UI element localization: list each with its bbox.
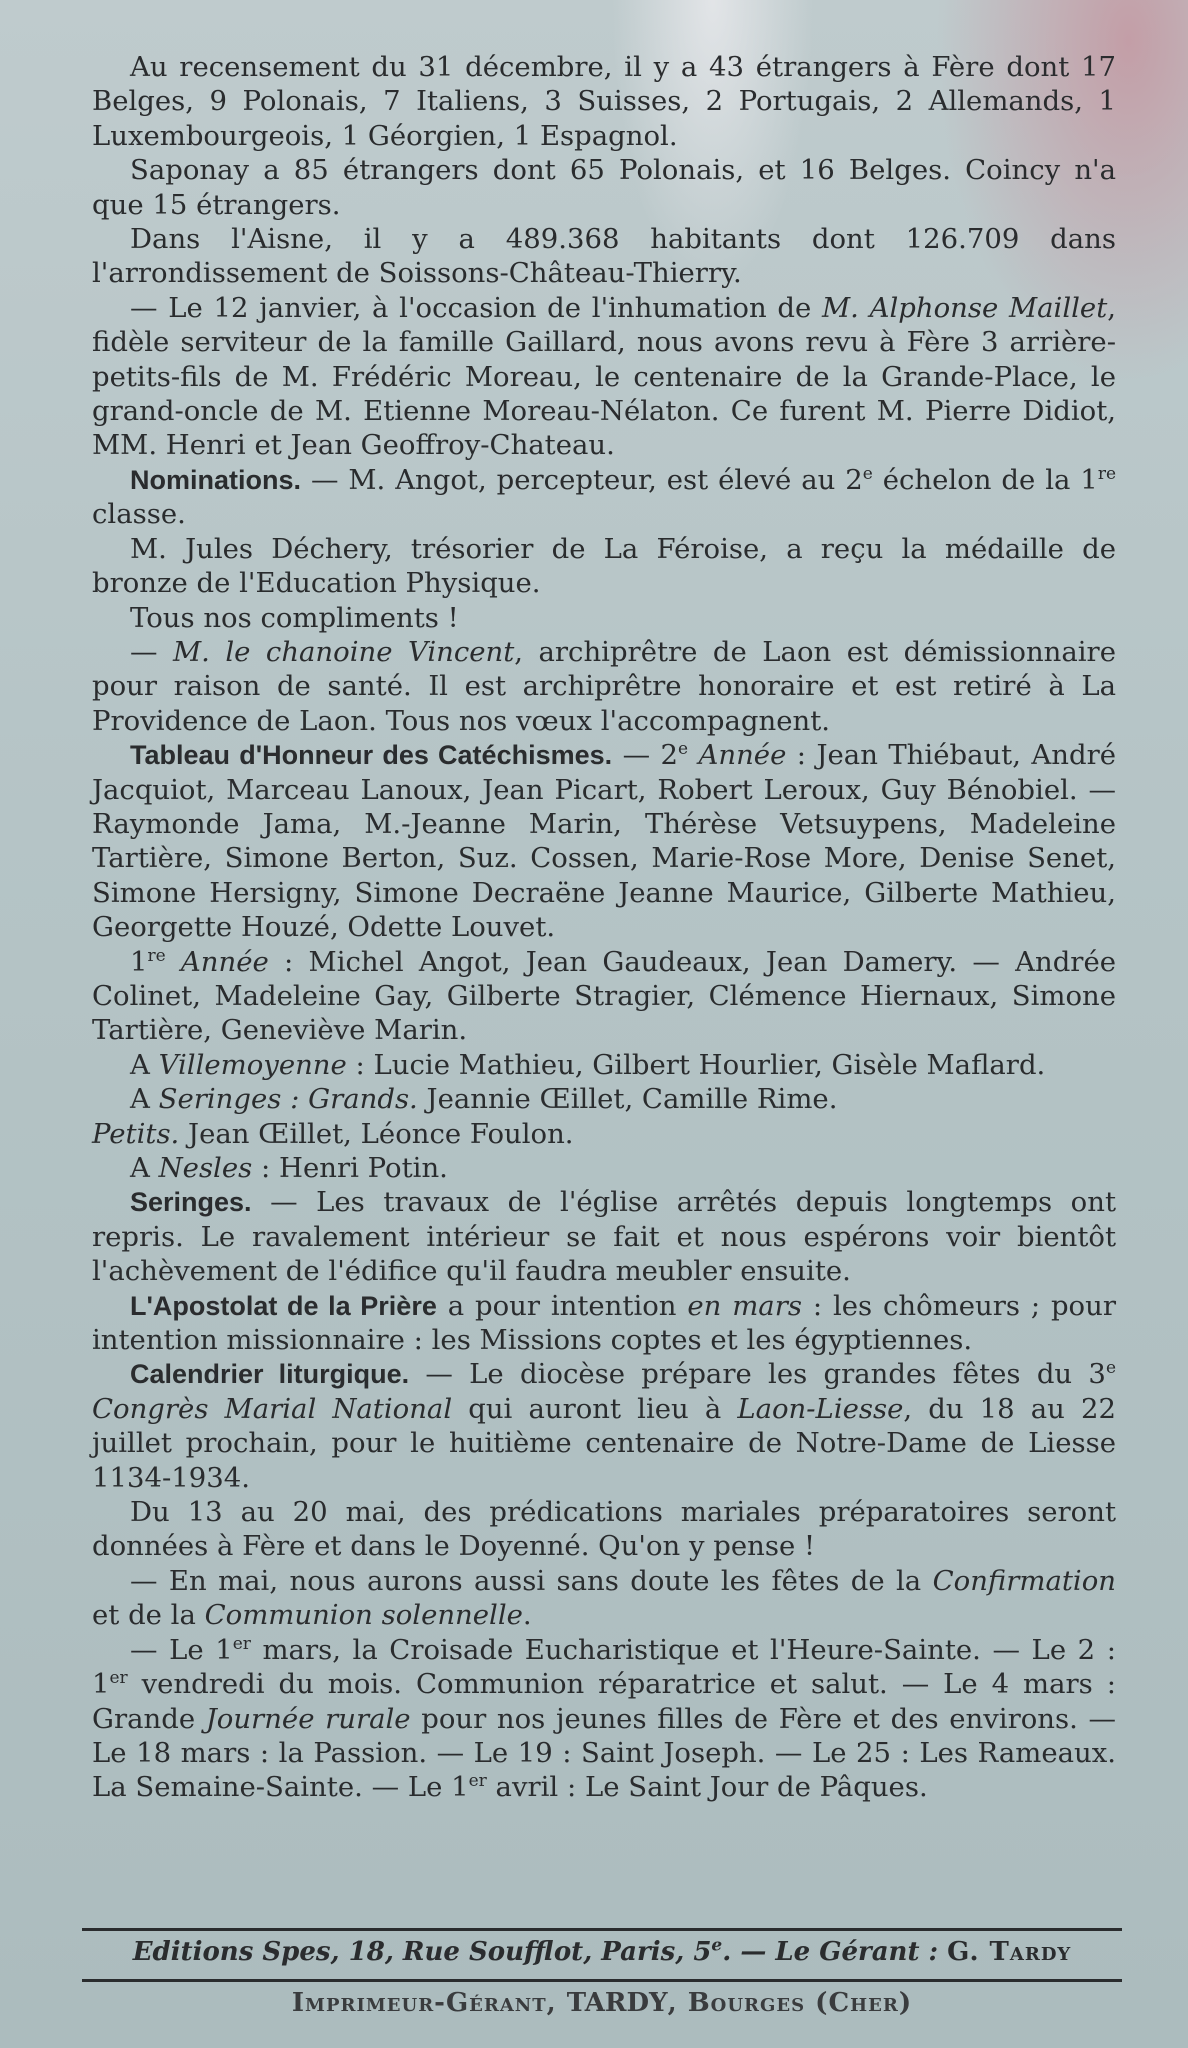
seringes-prefix: A (130, 1083, 159, 1116)
nominations-text-c: classe. (92, 498, 186, 531)
paragraph-calendrier (92, 1357, 1116, 1495)
apostolat-heading: L'Apostolat de la Prière (130, 1290, 437, 1321)
paragraph-seringes-petits (92, 1117, 1116, 1151)
imprint-name: TARDY (566, 1988, 668, 2018)
tableau-sup: e (678, 738, 689, 759)
calendrier-heading: Calendrier liturgique. (130, 1359, 410, 1390)
paragraph-mars (92, 1633, 1116, 1805)
imprint-text-b: , Bourges (Cher) (667, 1988, 913, 2018)
first-year-label: Année (165, 945, 269, 978)
villemoyenne-prefix: A (130, 1048, 159, 1081)
paragraph-saponay (92, 153, 1116, 222)
seringes-grands-text: Jeannie Œillet, Camille Rime. (417, 1083, 838, 1116)
paragraph-mai (92, 1564, 1116, 1633)
mars-text-d: pour nos jeunes filles de Fère et des environs. — Le 18 mars : la Passion. — Le 19 : Saint Joseph. — Le 25 : Les Rameaux. La Semaine-Sainte. — Le 1 (92, 1702, 1116, 1804)
inhumation-text-b: , fidèle serviteur de la famille Gaillard, nous avons revu à Fère 3 arrière-petits-fils de M. Frédéric Moreau, le centenaire de la Grande-Place, le grand-oncle de M. Etienne Moreau-Nélaton. Ce furent M. Pierre Didiot, MM. Henri et Jean Geoffroy-Chateau. (92, 291, 1116, 462)
paragraph-nominations (92, 463, 1116, 532)
calendrier-text-b: qui auront lieu à (452, 1392, 738, 1425)
paragraph-nesles (92, 1151, 1116, 1185)
inhumation-name: M. Alphonse Maillet (822, 291, 1108, 324)
nominations-text-b: échelon de la 1 (872, 463, 1098, 496)
mars-sup-1: er (232, 1633, 251, 1654)
mars-text-e: avril : Le Saint Jour de Pâques. (486, 1771, 928, 1804)
nesles-text: : Henri Potin. (252, 1152, 448, 1184)
imprint-line (82, 1988, 1122, 2018)
mars-text-b: mars, la Croisade Eucharistique et l'Heure-Sainte. — Le 2 : 1 (92, 1633, 1117, 1701)
calendrier-text-c: , du 18 au 22 juillet prochain, pour le huitième centenaire de Notre-Dame de Liesse 1134-1934. (92, 1392, 1117, 1494)
apostolat-month: en mars (687, 1289, 802, 1322)
calendrier-congres: Congrès Marial National (92, 1392, 453, 1425)
mai-text-b: et de la (92, 1599, 205, 1632)
mars-text-c: vendredi du mois. Communion réparatrice et salut. — Le 4 mars : Grande (92, 1668, 1116, 1735)
mai-text-c: . (522, 1599, 532, 1632)
paragraph-apostolat (92, 1289, 1116, 1358)
manager-name: G. Tardy (947, 1937, 1072, 1967)
paragraph-inhumation (92, 291, 1116, 463)
paragraph-predications (92, 1495, 1116, 1564)
villemoyenne-place: Villemoyenne (158, 1048, 347, 1081)
paragraph-dechery (92, 532, 1116, 601)
vincent-name: M. le chanoine Vincent (172, 635, 515, 668)
first-year-number: 1 (130, 945, 148, 978)
calendrier-text-a: — Le diocèse prépare les grandes fêtes du 3 (409, 1358, 1106, 1391)
publisher-sep: . — Le Gérant : (722, 1937, 948, 1967)
publisher-text: Editions Spes, 18, Rue Soufflot, Paris, 5 (132, 1937, 712, 1967)
tableau-heading: Tableau d'Honneur des Catéchismes. (130, 740, 613, 771)
nominations-sup-2: re (1097, 463, 1116, 484)
footer-rule-top (82, 1928, 1122, 1931)
paragraph-seringes-grands (92, 1082, 1116, 1116)
paragraph-aisne (92, 222, 1116, 291)
inhumation-text-a: — Le 12 janvier, à l'occasion de l'inhumation de (130, 291, 822, 324)
paragraph-first-year (92, 945, 1116, 1048)
villemoyenne-text: : Lucie Mathieu, Gilbert Hourlier, Gisèle Maflard. (346, 1048, 1046, 1081)
paragraph-census (92, 50, 1116, 153)
imprint-text-a: Imprimeur-Gérant, (291, 1988, 567, 2018)
apostolat-text-a: a pour intention (436, 1289, 688, 1322)
predications-text: Du 13 au 20 mai, des prédications mariales préparatoires seront données à Fère et dans le Doyenné. Qu'on y pense ! (92, 1496, 1116, 1563)
mars-sup-3: er (468, 1771, 487, 1792)
tableau-text-b: : Jean Thiébaut, André Jacquiot, Marceau Lanoux, Jean Picart, Robert Leroux, Guy Bénobiel. — Raymonde Jama, M.-Jeanne Marin, Thérèse Vetsuypens, Madeleine Tartière, Simone Berton, Suz. Cossen, Marie-Rose More, Denise Senet, Simone Hersigny, Simone Decraëne Jeanne Maurice, Gilberte Mathieu, Georgette Houzé, Odette Louvet. (92, 739, 1116, 944)
seringes-church-text: — Les travaux de l'église arrêtés depuis longtemps ont repris. Le ravalement intérieur se fait et nous espérons voir bientôt l'achèvement de l'édifice qu'il faudra meubler ensuite. (92, 1186, 1116, 1288)
mars-sup-2: er (109, 1667, 128, 1688)
calendrier-place: Laon-Liesse (737, 1392, 904, 1425)
paragraph-compliments (92, 601, 1116, 635)
petits-text: Jean Œillet, Léonce Foulon. (179, 1117, 574, 1150)
vincent-text-b: , archiprêtre de Laon est démissionnaire pour raison de santé. Il est archiprêtre honoraire et est retiré à La Providence de Laon. Tous nos vœux l'accompagnent. (92, 635, 1116, 737)
aisne-text: Dans l'Aisne, il y a 489.368 habitants dont 126.709 dans l'arrondissement de Soissons-Château-Thierry. (92, 223, 1116, 290)
nominations-heading: Nominations. (130, 464, 302, 495)
mai-confirmation: Confirmation (932, 1564, 1116, 1597)
mai-text-a: — En mai, nous aurons aussi sans doute les fêtes de la (130, 1564, 933, 1597)
calendrier-sup: e (1105, 1358, 1116, 1379)
saponay-text: Saponay a 85 étrangers dont 65 Polonais, et 16 Belges. Coincy n'a que 15 étrangers. (92, 154, 1116, 221)
footer-rule-bottom (82, 1979, 1122, 1982)
publisher-sup: e (711, 1935, 723, 1956)
first-year-text: : Michel Angot, Jean Gaudeaux, Jean Damery. — Andrée Colinet, Madeleine Gay, Gilberte Stragier, Clémence Hiernaux, Simone Tartière, Geneviève Marin. (92, 945, 1117, 1047)
nominations-text-a: — M. Angot, percepteur, est élevé au 2 (301, 463, 863, 496)
vincent-text-a: — (130, 635, 173, 668)
compliments-text: Tous nos compliments ! (130, 601, 459, 634)
seringes-heading: Seringes. (130, 1187, 252, 1218)
census-text: Au recensement du 31 décembre, il y a 43 étrangers à Fère dont 17 Belges, 9 Polonais, 7 Italiens, 3 Suisses, 2 Portugais, 2 Allemands, 1 Luxembourgeois, 1 Géorgien, 1 Espagnol. (92, 51, 1116, 152)
publisher-line (82, 1937, 1122, 1967)
petits-label: Petits. (92, 1117, 180, 1150)
nesles-prefix: A (130, 1152, 159, 1184)
mars-journee: Journée rurale (205, 1702, 411, 1735)
paragraph-seringes-church (92, 1185, 1116, 1288)
seringes-place: Seringes : Grands. (158, 1083, 418, 1116)
paragraph-tableau (92, 738, 1116, 944)
apostolat-text-b: : les chômeurs ; pour intention missionnaire : les Missions coptes et les égyptiennes. (92, 1289, 1116, 1357)
paragraph-villemoyenne (92, 1048, 1116, 1082)
nesles-place: Nesles (158, 1152, 253, 1184)
mars-text-a: — Le 1 (130, 1633, 233, 1666)
mai-communion: Communion solennelle (204, 1599, 523, 1632)
tableau-year: Année (688, 739, 787, 772)
first-year-sup: re (147, 945, 166, 966)
dechery-text: M. Jules Déchery, trésorier de La Féroise, a reçu la médaille de bronze de l'Education Physique. (92, 532, 1116, 600)
nominations-sup-1: e (862, 463, 873, 484)
article-body (92, 50, 1116, 1805)
tableau-text-a: — 2 (612, 739, 679, 772)
paragraph-vincent (92, 635, 1116, 738)
